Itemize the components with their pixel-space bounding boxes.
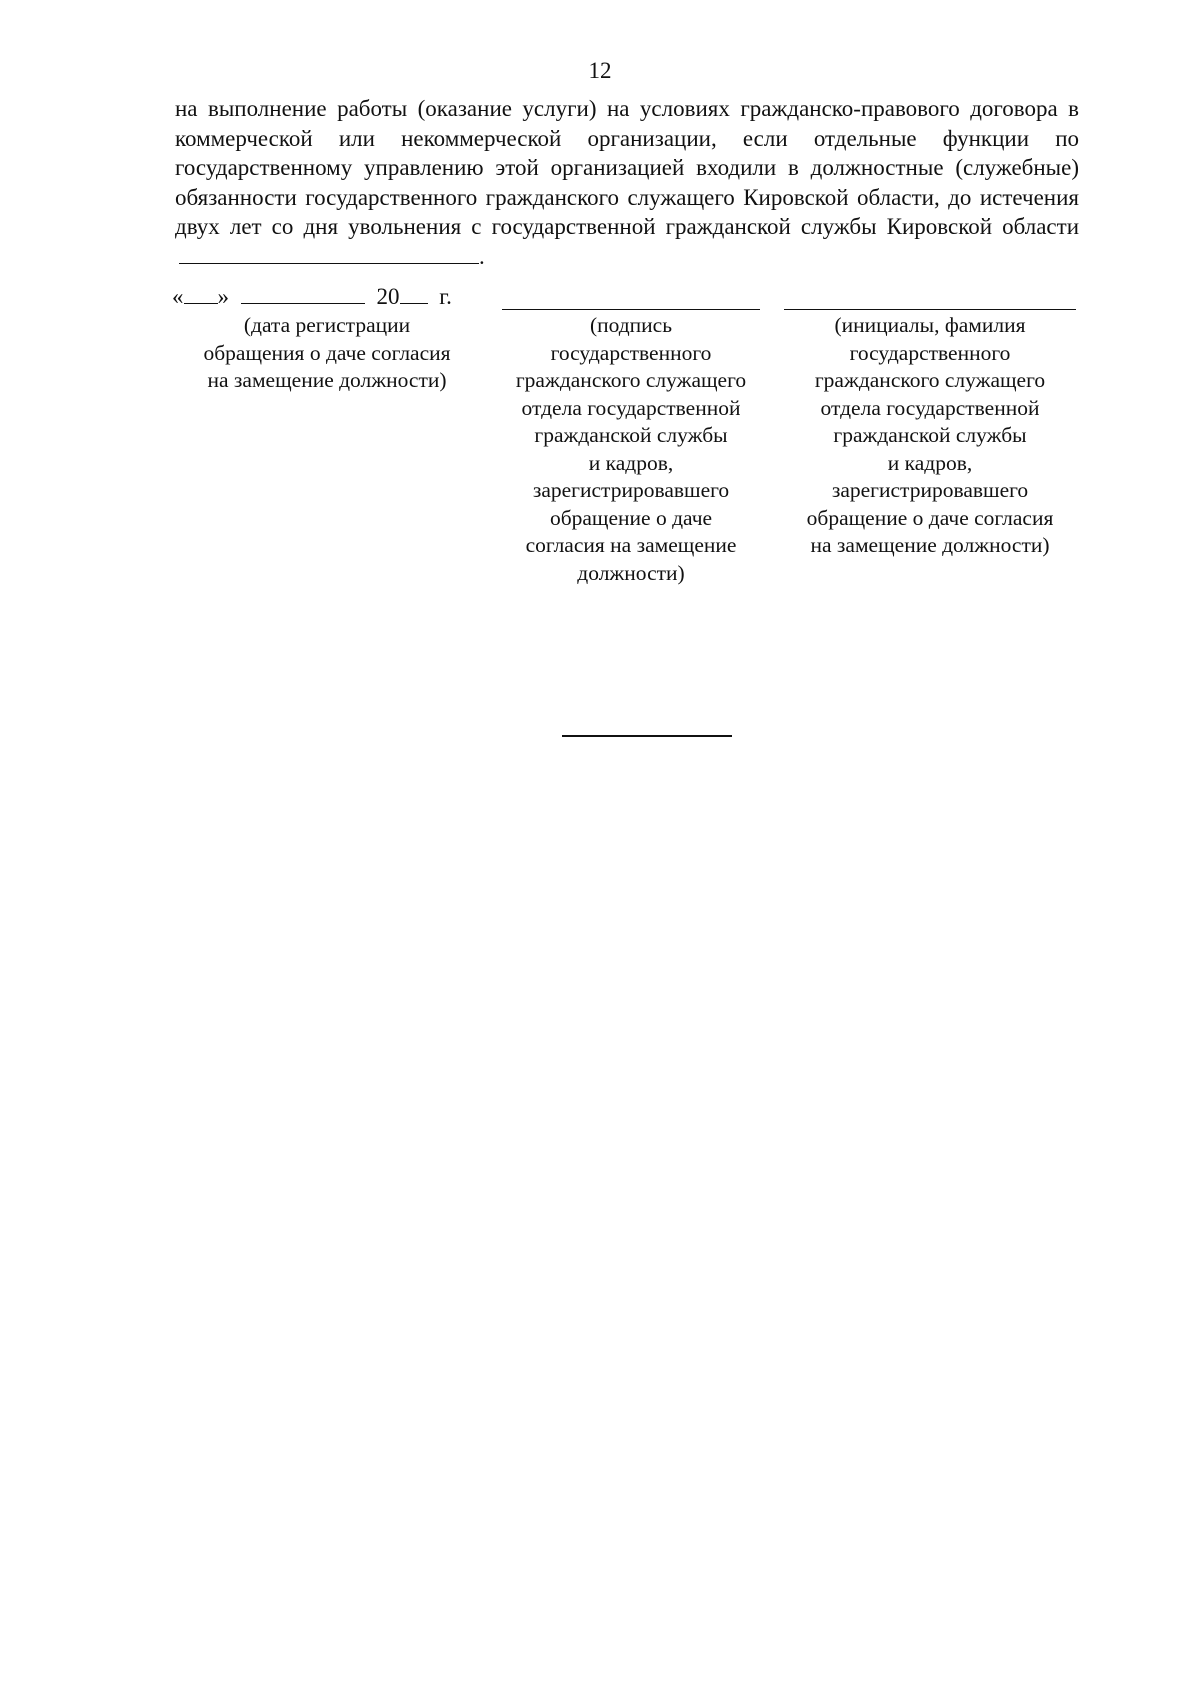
open-quote: « <box>172 284 184 309</box>
date-field <box>172 282 452 312</box>
fill-in-line[interactable] <box>179 244 479 264</box>
end-rule <box>562 735 732 737</box>
name-caption: (инициалы, фамилия государственного гражданского служащего отдела государственной гражданской службы и кадров, зарегистрировавшего обращение о даче согласия на замещение должности) <box>806 313 1054 557</box>
month-blank[interactable] <box>241 284 365 304</box>
body-end-punct: . <box>479 243 485 269</box>
date-caption: (дата регистрации обращения о даче согласия на замещение должности) <box>203 313 451 392</box>
signature-line[interactable] <box>502 309 760 310</box>
page-number: 12 <box>588 58 612 83</box>
year-prefix: 20 <box>376 284 400 309</box>
day-blank[interactable] <box>184 284 218 304</box>
body-text: на выполнение работы (оказание услуги) на условиях гражданско-правового договора в коммерческой или некоммерческой организации, если отдельные функции по государственному управлению этой организацией входили в должностные (служебные) обязанности государственного гражданского служащего Кировской области, до истечения двух лет со дня увольнения с государственной гражданской службы Кировской области <box>175 96 1079 239</box>
signature-caption: (подпись государственного гражданского служащего отдела государственной гражданской службы и кадров, зарегистрировавшего обращение о даче согласия на замещение должности) <box>515 313 747 585</box>
year-suffix: г. <box>439 284 452 309</box>
close-quote: » <box>217 284 229 309</box>
body-paragraph <box>175 94 1079 271</box>
year-blank[interactable] <box>400 284 428 304</box>
name-line[interactable] <box>784 309 1076 310</box>
